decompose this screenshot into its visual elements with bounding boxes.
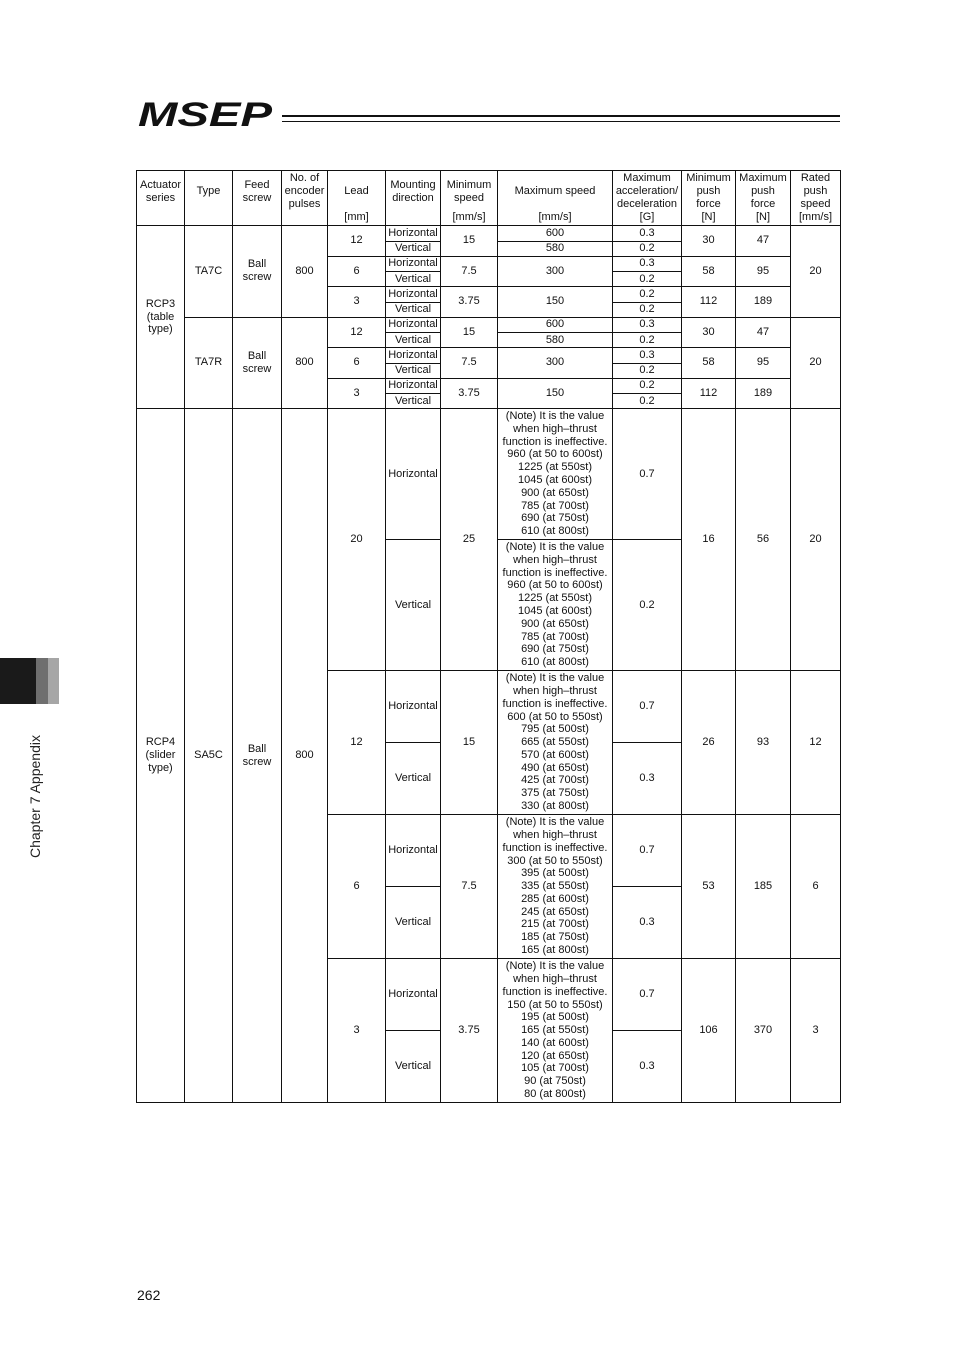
maximum-speed-cell: 300 [498,256,613,287]
maximum-push-force-cell: 185 [736,815,791,959]
mounting-horizontal: Horizontal [386,348,441,364]
maximum-speed-cell: 150 [498,378,613,409]
header-cell-content [499,171,611,225]
table-row [137,409,841,540]
lead-cell: 6 [328,815,386,959]
maximum-speed-cell: 580 [498,333,613,348]
mounting-vertical: Vertical [386,540,441,671]
maximum-speed-cell: 600 [498,226,613,242]
mounting-vertical: Vertical [386,241,441,256]
page-number: 262 [137,1287,161,1303]
maximum-speed-note [498,671,613,815]
cell-line: RCP4 [145,736,176,749]
header-line: force [750,197,776,210]
chapter-tab-block [0,658,36,704]
cell-line: function is ineffective. [502,697,608,710]
header-line: Maximum [623,172,671,185]
cell-line: 395 (at 500st) [521,867,589,880]
cell-line: 425 (at 700st) [521,774,589,787]
header-cell-content [283,171,326,225]
cell-line: 1225 (at 550st) [518,592,592,605]
cell-line: 960 (at 50 to 600st) [507,448,603,461]
minimum-speed-cell: 7.5 [441,815,498,959]
header-max-acceleration [613,171,682,226]
mounting-horizontal: Horizontal [386,815,441,887]
header-rated-push-speed [791,171,841,226]
header-minimum-speed [441,171,498,226]
cell-line: 215 (at 700st) [521,918,589,931]
cell-line: 610 (at 800st) [521,656,589,669]
minimum-push-force-cell: 58 [682,348,736,379]
minimum-push-force-cell: 26 [682,671,736,815]
cell-line: 300 (at 50 to 550st) [507,854,603,867]
cell-line: Ball [247,742,267,755]
header-line: speed [454,191,484,204]
cell-line: (table [146,310,175,323]
header-line: deceleration [617,197,677,210]
lead-cell: 3 [328,959,386,1103]
cell-line: 335 (at 550st) [521,880,589,893]
maximum-speed-cell: 300 [498,348,613,379]
cell-line: when high–thrust [513,422,597,435]
cell-line: 120 (at 650st) [521,1049,589,1062]
header-maximum-speed [498,171,613,226]
header-label [234,171,280,212]
header-label [614,171,680,212]
header-line: direction [392,191,434,204]
minimum-speed-cell: 25 [441,409,498,671]
maximum-speed-note [498,409,613,540]
encoder-pulses-cell: 800 [282,226,328,318]
cell-line: (Note) It is the value [505,541,605,554]
header-line: push [803,185,828,198]
maximum-push-force-cell: 47 [736,226,791,257]
maximum-speed-cell: 150 [498,287,613,318]
minimum-push-force-cell: 112 [682,287,736,318]
cell-line: 665 (at 550st) [521,736,589,749]
lead-cell: 12 [328,226,386,257]
mounting-horizontal: Horizontal [386,287,441,303]
maximum-speed-note [498,540,613,671]
header-label [387,171,439,212]
lead-cell: 3 [328,378,386,409]
cell-line: (Note) It is the value [505,816,605,829]
minimum-push-force-cell: 53 [682,815,736,959]
header-line: acceleration/ [615,185,679,198]
header-cell-content [329,171,384,225]
maximum-push-force-cell: 93 [736,671,791,815]
header-maximum-push-force [736,171,791,226]
encoder-pulses-cell: 800 [282,317,328,409]
minimum-speed-cell: 3.75 [441,287,498,318]
acceleration-cell: 0.2 [613,540,682,671]
minimum-speed-cell: 15 [441,317,498,348]
cell-line: 490 (at 650st) [521,761,589,774]
header-label [329,171,384,212]
rated-push-speed-cell: 3 [791,959,841,1103]
mounting-horizontal: Horizontal [386,671,441,743]
cell-line: 900 (at 650st) [521,617,589,630]
header-label [186,171,231,212]
header-line: Actuator [140,178,181,191]
chapter-label: Chapter 7 Appendix [27,735,43,858]
header-line: Maximum [739,172,787,185]
cell-line: function is ineffective. [502,435,608,448]
cell-line: 610 (at 800st) [521,525,589,538]
header-cell-content [186,171,231,225]
rated-push-speed-cell: 20 [791,317,841,409]
rated-push-speed-cell: 12 [791,671,841,815]
acceleration-cell: 0.2 [613,241,682,256]
acceleration-cell: 0.2 [613,333,682,348]
type-cell: TA7C [185,226,233,318]
cell-line: 105 (at 700st) [521,1062,589,1075]
header-line: No. of [289,172,320,185]
rated-push-speed-cell: 20 [791,409,841,671]
header-unit: [N] [701,211,716,224]
cell-line: 1045 (at 600st) [518,474,592,486]
acceleration-cell: 0.2 [613,302,682,317]
mounting-vertical: Vertical [386,272,441,287]
cell-line: (Note) It is the value [505,672,605,685]
header-line: push [696,185,721,198]
cell-line: 600 (at 50 to 550st) [507,710,603,723]
cell-line: 375 (at 750st) [521,787,589,800]
cell-line: 285 (at 600st) [521,892,589,905]
maximum-push-force-cell: 95 [736,256,791,287]
mounting-vertical: Vertical [386,1031,441,1103]
header-feed-screw [233,171,282,226]
mounting-horizontal: Horizontal [386,256,441,272]
chapter-tab-stripe-dark [36,658,48,704]
acceleration-cell: 0.7 [613,959,682,1031]
encoder-pulses-cell: 800 [282,409,328,1103]
lead-cell: 6 [328,348,386,379]
minimum-speed-cell: 15 [441,671,498,815]
lead-cell: 12 [328,671,386,815]
rated-push-speed-cell: 6 [791,815,841,959]
actuator-series-rcp4 [137,409,185,1103]
maximum-push-force-cell: 370 [736,959,791,1103]
header-cell-content [138,171,183,225]
maximum-push-force-cell: 95 [736,348,791,379]
header-lead [328,171,386,226]
header-actuator-series [137,171,185,226]
acceleration-cell: 0.3 [613,317,682,333]
header-label [792,171,839,212]
header-cell-content [683,171,734,225]
header-line: Feed [244,178,270,191]
minimum-push-force-cell: 30 [682,226,736,257]
cell-line: 785 (at 700st) [521,499,589,512]
mounting-vertical: Vertical [386,302,441,317]
header-rule-thick [282,115,840,117]
cell-line: 900 (at 650st) [521,486,589,499]
header-label [442,171,496,212]
type-cell: SA5C [185,409,233,1103]
cell-line: 690 (at 750st) [521,643,589,656]
maximum-speed-cell: 600 [498,317,613,333]
cell-line: 165 (at 550st) [521,1024,589,1037]
mounting-vertical: Vertical [386,394,441,409]
acceleration-cell: 0.2 [613,272,682,287]
header-line: Minimum [686,172,731,185]
lead-cell: 3 [328,287,386,318]
maximum-speed-note [498,959,613,1103]
header-label [499,171,611,212]
mounting-horizontal: Horizontal [386,317,441,333]
cell-line: 330 (at 800st) [521,800,589,813]
mounting-vertical: Vertical [386,887,441,959]
cell-line: 690 (at 750st) [521,512,589,525]
cell-line: RCP3 [145,297,176,310]
cell-line: Ball [247,258,267,271]
cell-line: type) [148,323,173,336]
cell-line: 960 (at 50 to 600st) [507,579,603,592]
acceleration-cell: 0.3 [613,256,682,272]
cell-line: 195 (at 500st) [521,1011,589,1024]
cell-line: 245 (at 650st) [521,905,589,918]
cell-line: function is ineffective. [502,985,608,998]
acceleration-cell: 0.3 [613,226,682,242]
header-unit: [N] [755,211,771,224]
header-encoder-pulses [282,171,328,226]
mounting-vertical: Vertical [386,743,441,815]
cell-line: 140 (at 600st) [521,1036,589,1049]
maximum-push-force-cell: 189 [736,287,791,318]
cell-line: function is ineffective. [502,841,608,854]
cell-line: Ball [247,349,267,362]
acceleration-cell: 0.7 [613,409,682,540]
mounting-horizontal: Horizontal [386,226,441,242]
cell-line: 570 (at 600st) [521,748,589,761]
actuator-series-rcp3 [137,226,185,409]
acceleration-cell: 0.3 [613,348,682,364]
header-line: Lead [344,185,369,198]
table-row [137,226,841,242]
cell-line: 150 (at 50 to 550st) [507,998,603,1011]
acceleration-cell: 0.7 [613,671,682,743]
acceleration-cell: 0.7 [613,815,682,887]
feed-screw-cell [233,317,282,409]
msep-logo [138,96,278,130]
header-line: Type [196,185,221,198]
header-line: screw [242,191,272,204]
header-unit: [mm/s] [452,211,486,224]
table-body [137,226,841,1103]
cell-line: 795 (at 500st) [521,723,589,736]
acceleration-cell: 0.3 [613,1031,682,1103]
minimum-speed-cell: 15 [441,226,498,257]
header-line: force [696,197,721,210]
cell-line: when high–thrust [513,684,597,697]
maximum-push-force-cell: 189 [736,378,791,409]
header-line: Maximum speed [514,185,596,198]
header-cell-content [614,171,680,225]
table-header [137,171,841,226]
header-label [737,171,789,212]
cell-line: (Note) It is the value [505,410,605,423]
header-unit: [mm/s] [538,211,572,224]
header-mounting-direction [386,171,441,226]
minimum-push-force-cell: 112 [682,378,736,409]
feed-screw-cell [233,409,282,1103]
header-minimum-push-force [682,171,736,226]
minimum-push-force-cell: 106 [682,959,736,1103]
header-cell-content [234,171,280,225]
header-line: Rated [800,172,831,185]
maximum-speed-note [498,815,613,959]
cell-line: 1045 (at 600st) [518,605,592,617]
minimum-push-force-cell: 16 [682,409,736,671]
header-label [283,171,326,212]
feed-screw-cell [233,226,282,318]
mounting-vertical: Vertical [386,333,441,348]
cell-line: 80 (at 800st) [524,1088,586,1101]
header-unit: [mm/s] [799,211,832,224]
minimum-push-force-cell: 58 [682,256,736,287]
header-type [185,171,233,226]
minimum-speed-cell: 3.75 [441,959,498,1103]
maximum-speed-cell: 580 [498,241,613,256]
maximum-push-force-cell: 56 [736,409,791,671]
acceleration-cell: 0.2 [613,394,682,409]
acceleration-cell: 0.3 [613,887,682,959]
mounting-horizontal: Horizontal [386,959,441,1031]
cell-line: type) [148,761,173,774]
header-line: pulses [288,197,321,210]
acceleration-cell: 0.2 [613,363,682,378]
chapter-tab-stripe-light [48,658,59,704]
header-line: speed [800,197,831,210]
cell-line: screw [242,362,272,375]
header-cell-content [387,171,439,225]
table-row [137,317,841,333]
mounting-vertical: Vertical [386,363,441,378]
lead-cell: 12 [328,317,386,348]
cell-line: (slider [145,749,176,762]
header-line: Minimum [446,178,492,191]
header-cell-content [442,171,496,225]
cell-line: 90 (at 750st) [524,1075,586,1088]
minimum-speed-cell: 7.5 [441,256,498,287]
mounting-horizontal: Horizontal [386,378,441,394]
header-cell-content [737,171,789,225]
acceleration-cell: 0.2 [613,378,682,394]
header-label [138,171,183,212]
cell-line: screw [242,271,272,284]
type-cell: TA7R [185,317,233,409]
header-unit: [G] [639,211,655,224]
header-cell-content [792,171,839,225]
cell-line: 185 (at 750st) [521,931,589,944]
minimum-push-force-cell: 30 [682,317,736,348]
minimum-speed-cell: 3.75 [441,378,498,409]
cell-line: 785 (at 700st) [521,630,589,643]
header-row [137,171,841,226]
cell-line: function is ineffective. [502,566,608,579]
cell-line: 165 (at 800st) [521,944,589,957]
header-unit: [mm] [344,211,369,224]
actuator-spec-table [136,170,841,1103]
header-line: encoder [284,185,325,198]
header-rule-thin [282,121,840,122]
lead-cell: 6 [328,256,386,287]
lead-cell: 20 [328,409,386,671]
cell-line: 1225 (at 550st) [518,461,592,474]
acceleration-cell: 0.3 [613,743,682,815]
minimum-speed-cell: 7.5 [441,348,498,379]
header-line: Mounting [390,178,436,191]
cell-line: screw [242,755,272,768]
cell-line: (Note) It is the value [505,960,605,973]
acceleration-cell: 0.2 [613,287,682,303]
rated-push-speed-cell: 20 [791,226,841,318]
cell-line: when high–thrust [513,972,597,985]
maximum-push-force-cell: 47 [736,317,791,348]
header-line: series [145,191,176,204]
header-label [683,171,734,212]
cell-line: when high–thrust [513,828,597,841]
mounting-horizontal: Horizontal [386,409,441,540]
header-line: push [751,185,775,198]
msep-logo-text: MSEP [138,96,273,130]
cell-line: when high–thrust [513,553,597,566]
